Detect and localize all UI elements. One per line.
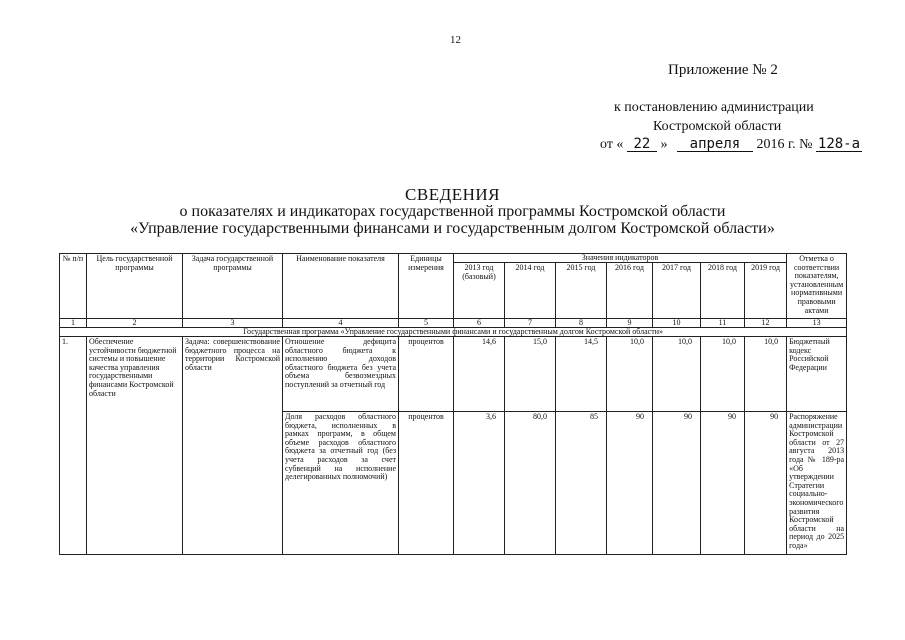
header-unit: Единицы измерения — [399, 254, 454, 319]
header-note: Отметка о соответствии показателям, установленным нормативными правовыми актами — [787, 254, 847, 319]
goal-cell: Обеспечение устойчивости бюджетной системы и повышение качества управления государственными финансами Костромской области — [87, 337, 183, 555]
header-year-2015: 2015 год — [556, 263, 607, 319]
program-title: Государственная программа «Управление государственными финансами и государственным долгом Костромской области» — [60, 328, 847, 337]
value-cell: 90 — [607, 412, 653, 555]
quote-close: » — [660, 137, 668, 152]
number-label: № — [799, 137, 813, 152]
value-cell: 10,0 — [745, 337, 787, 412]
resolution-date-line — [600, 137, 862, 153]
header-year-2014: 2014 год — [505, 263, 556, 319]
unit-cell: процентов — [399, 412, 454, 555]
col-number: 12 — [745, 319, 787, 328]
col-number: 5 — [399, 319, 454, 328]
from-prefix: от « — [600, 137, 624, 152]
value-cell: 15,0 — [505, 337, 556, 412]
col-number: 3 — [183, 319, 283, 328]
col-number: 10 — [653, 319, 701, 328]
unit-cell: процентов — [399, 337, 454, 412]
program-row — [60, 328, 847, 337]
header-indicator: Наименование показателя — [283, 254, 399, 319]
col-number: 6 — [454, 319, 505, 328]
title-line-3: «Управление государственными финансами и государственным долгом Костромской области» — [130, 220, 775, 237]
title-line-1: СВЕДЕНИЯ — [405, 185, 500, 204]
value-cell: 10,0 — [653, 337, 701, 412]
header-year-2019: 2019 год — [745, 263, 787, 319]
col-number: 9 — [607, 319, 653, 328]
value-cell: 3,6 — [454, 412, 505, 555]
value-cell: 10,0 — [701, 337, 745, 412]
resolution-day: 22 — [627, 137, 657, 152]
resolution-line-2: Костромской области — [653, 119, 782, 134]
indicator-cell: Доля расходов областного бюджета, исполненных в рамках программ, в общем объеме расходов областного бюджета за отчетный год (без учета расходов за счет субвенций на исполнение делегированных полномочий) — [283, 412, 399, 555]
value-cell: 80,0 — [505, 412, 556, 555]
header-goal: Цель государственной программы — [87, 254, 183, 319]
indicators-table — [59, 253, 847, 555]
value-cell: 14,5 — [556, 337, 607, 412]
value-cell: 90 — [653, 412, 701, 555]
value-cell: 90 — [745, 412, 787, 555]
header-year-2018: 2018 год — [701, 263, 745, 319]
page-number: 12 — [450, 34, 461, 46]
header-year-2017: 2017 год — [653, 263, 701, 319]
header-year-2016: 2016 год — [607, 263, 653, 319]
value-cell: 90 — [701, 412, 745, 555]
document-title — [0, 186, 905, 237]
appendix-label: Приложение № 2 — [668, 62, 778, 78]
resolution-year: 2016 г. — [756, 137, 796, 152]
col-number: 13 — [787, 319, 847, 328]
value-cell: 10,0 — [607, 337, 653, 412]
value-cell: 14,6 — [454, 337, 505, 412]
indicator-cell: Отношение дефицита областного бюджета к исполнению доходов областного бюджета без учета объема безвозмездных поступлений за отчетный год — [283, 337, 399, 412]
title-line-2: о показателях и индикаторах государственной программы Костромской области — [179, 203, 726, 220]
header-task: Задача государственной программы — [183, 254, 283, 319]
row-number: 1. — [60, 337, 87, 555]
header-num: № п/п — [60, 254, 87, 319]
header-values-group: Значения индикаторов — [454, 254, 787, 263]
task-cell: Задача: совершенствование бюджетного процесса на территории Костромской области — [183, 337, 283, 555]
col-number: 11 — [701, 319, 745, 328]
note-cell: Распоряжение администрации Костромской области от 27 августа 2013 года № 189-ра «Об утверждении Стратегии социально-экономического развития Костромской области на период до 2025 года» — [787, 412, 847, 555]
resolution-month: апреля — [677, 137, 753, 152]
value-cell: 85 — [556, 412, 607, 555]
col-number: 8 — [556, 319, 607, 328]
header-year-2013: 2013 год (базовый) — [454, 263, 505, 319]
header-row-1 — [60, 254, 847, 263]
table-row — [60, 337, 847, 412]
resolution-number: 128-а — [817, 136, 861, 152]
resolution-line-1: к постановлению администрации — [614, 100, 814, 115]
col-number: 4 — [283, 319, 399, 328]
column-numbers-row — [60, 319, 847, 328]
note-cell: Бюджетный кодекс Российской Федерации — [787, 337, 847, 412]
col-number: 2 — [87, 319, 183, 328]
col-number: 7 — [505, 319, 556, 328]
col-number: 1 — [60, 319, 87, 328]
